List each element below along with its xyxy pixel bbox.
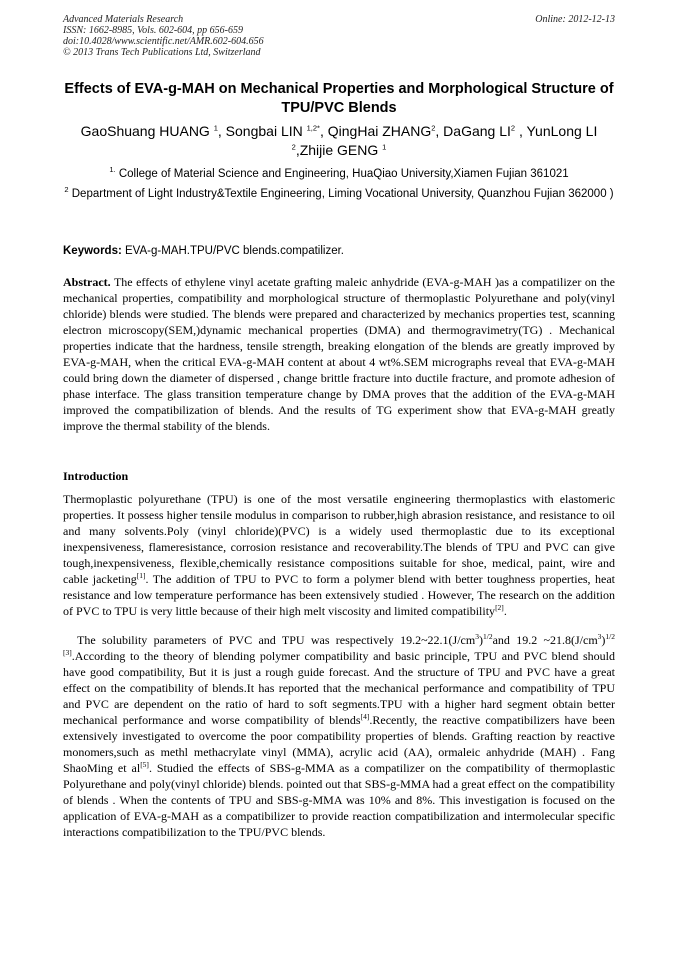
body-text: . Studied the effects of SBS-g-MMA as a compatilizer on the compatibility of thermoplastic Polyurethane and poly(vinyl chloride) blends. pointed out that SBS-g-MMA had a great effect on the compatibility of blends . When the contents of TPU and SBS-g-MMA was 10% and 8%. This investigation is focused on the application of EVA-g-MAH as a compatibilizer to provide reaction compatibilization and intermolecular specific interactions compatibilization to the TPU/PVC blends. xyxy=(63,761,615,839)
author-list xyxy=(63,122,615,160)
online-date: Online: 2012-12-13 xyxy=(535,14,615,25)
author-name: , QingHai ZHANG xyxy=(319,123,432,139)
author-affil-mark: 2 xyxy=(431,123,436,133)
author-name: GaoShuang HUANG xyxy=(80,123,210,139)
abstract-paragraph xyxy=(63,274,615,434)
author-affil-mark: 1 xyxy=(382,142,387,152)
intro-paragraph-2 xyxy=(63,632,615,840)
keywords-text: EVA-g-MAH.TPU/PVC blends.compatilizer. xyxy=(125,245,344,257)
paper-title: Effects of EVA-g-MAH on Mechanical Properties and Morphological Structure of TPU/PVC Blends xyxy=(64,81,614,116)
copyright-line: © 2013 Trans Tech Publications Ltd, Switzerland xyxy=(63,47,261,58)
citation-ref: [2] xyxy=(495,603,504,612)
journal-header xyxy=(63,14,615,58)
citation-ref: [1] xyxy=(136,571,146,580)
body-text: ) xyxy=(601,633,606,647)
exponent: 3 xyxy=(475,632,479,641)
abstract-text: The effects of ethylene vinyl acetate grafting maleic anhydride (EVA-g-MAH )as a compatilizer on the mechanical properties, compatibility and morphological structure of thermoplastic Polyurethane and poly(vinyl chloride) blends were studied. The blends were prepared and characterized by mechanics properties test, scanning electron microscopy(SEM,)dynamic mechanical properties (DMA) and thermogravimetry(TG) . Mechanical properties indicate that the hardness, tensile strength, breaking elongation of the blends are greatly improved by EVA-g-MAH, when the critical EVA-g-MAH content at about 4 wt%.SEM micrographs reveal that EVA-g-MAH could bring down the diameter of dispersed , change brittle fracture into ductile fracture, and promote adhesion of phase interface. The glass transition temperature change by DMA proves that the addition of the EVA-g-MAH improved the compatibilization of blends. And the results of TG experiment show that EVA-g-MAH greatly improve the thermal stability of the blends. xyxy=(63,275,615,433)
issn-line: ISSN: 1662-8985, Vols. 602-604, pp 656-659 xyxy=(63,25,243,36)
keywords-label: Keywords: xyxy=(63,245,122,257)
journal-name: Advanced Materials Research xyxy=(63,14,184,25)
abstract-label: Abstract. xyxy=(63,275,111,289)
affiliation-1 xyxy=(63,164,615,184)
author-affil-mark: 1 xyxy=(213,123,218,133)
citation-ref: [5] xyxy=(140,760,149,769)
author-affil-mark: 2 xyxy=(291,142,296,152)
exponent: 1/2 xyxy=(605,632,615,641)
citation-ref: [4] xyxy=(360,712,370,721)
author-affil-mark: 1,2* xyxy=(306,123,320,133)
affiliation-2 xyxy=(63,184,615,204)
introduction-heading: Introduction xyxy=(63,469,129,483)
affiliation-mark: 2 xyxy=(64,185,69,195)
author-name: ,Zhijie GENG xyxy=(295,142,379,158)
exponent: 1/2 xyxy=(482,632,493,641)
body-text: .According to the theory of blending polymer compatibility and basic principle, TPU and PVC blend should have good compatibility, But it is just a rough guide forecast. And the structure of TPU and PVC have a great effect on the compatibility of blends.It has reported that the mechanical performance and compatibility of TPU and PVC are dependent on the ratio of hard to soft segments.TPU with a higher hard segment obtain better mechanical performance and worse compatibility of blends xyxy=(63,649,615,727)
author-name: , Songbai LIN xyxy=(217,123,303,139)
affiliation-text: College of Material Science and Engineering, HuaQiao University,Xiamen Fujian 361021 xyxy=(118,168,569,180)
doi-line: doi:10.4028/www.scientific.net/AMR.602-604.656 xyxy=(63,36,264,47)
author-name: , YunLong LI xyxy=(518,123,598,139)
body-text: . xyxy=(503,604,507,618)
author-name: , DaGang LI xyxy=(435,123,511,139)
keywords-line xyxy=(63,244,615,259)
intro-paragraph-1 xyxy=(63,491,615,619)
body-text: The solubility parameters of PVC and TPU was respectively 19.2~22.1(J/cm xyxy=(77,633,476,647)
body-text: Thermoplastic polyurethane (TPU) is one of the most versatile engineering thermoplastics with elastomeric properties. It possess higher tensile modulus in comparison to rubber,high abrasion resistance, and resistance to oil and many solvents.Poly (vinyl chloride)(PVC) is a widely used thermoplastic due to its exceptional inexpensiveness, flameresistance, corrosion resistance and recoverability.The blends of TPU and PVC can give tough,inexpensiveness, flexible,chemically resistance compositions suitable for shoe, medical, paint, wire and cable jacketing xyxy=(63,492,615,586)
body-text: . The addition of TPU to PVC to form a polymer blend with better toughness properties, heat resistance and low temperature performance has been extensively studied . However, The research on the addition of PVC to TPU is very little because of their high melt viscosity and limited compatibility xyxy=(63,572,616,618)
body-text: .Recently, the reactive compatibilizers have been extensively investigated to overcome the poor compatibility properties of blends. Grafting reaction by reactive monomers,such as methl methacrylate vinyl (MMA), acrylic acid (AA), ormaleic anhydride (MAH) . Fang ShaoMing et al xyxy=(63,713,616,775)
body-text: and 19.2 ~21.8(J/cm xyxy=(492,633,598,647)
body-text: ) xyxy=(478,633,483,647)
affiliation-mark: 1. xyxy=(109,165,116,175)
affiliation-text: Department of Light Industry&Textile Engineering, Liming Vocational University, Quanzhou Fujian 362000 ) xyxy=(71,188,614,200)
author-affil-mark: 2 xyxy=(510,123,516,133)
citation-ref: [3] xyxy=(63,648,72,657)
exponent: 3 xyxy=(597,632,602,641)
